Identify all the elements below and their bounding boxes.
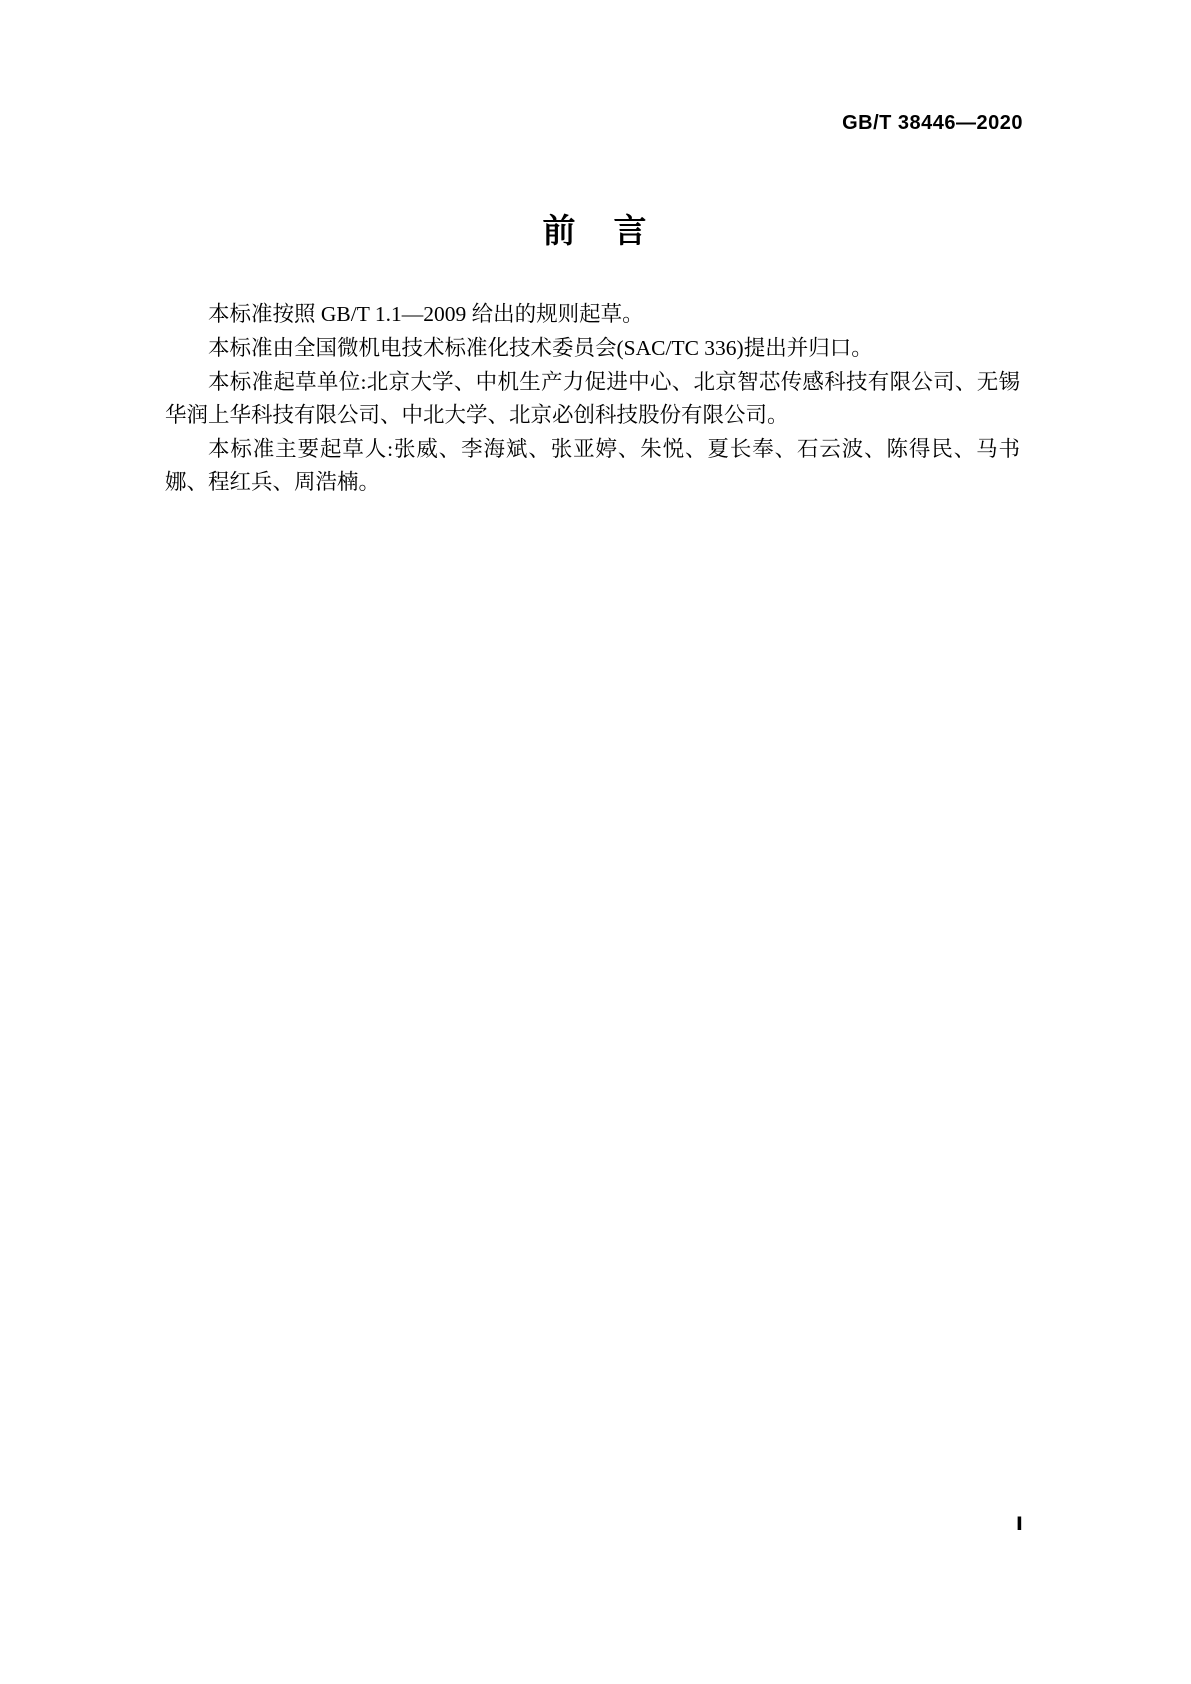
foreword-paragraph-3: 本标准起草单位:北京大学、中机生产力促进中心、北京智芯传感科技有限公司、无锡华润上华科技有限公司、中北大学、北京必创科技股份有限公司。	[165, 370, 1020, 427]
page-title-char-1: 前	[542, 211, 578, 250]
running-head-standard-number: GB/T 38446—2020	[842, 112, 1023, 134]
foreword-paragraph-4: 本标准主要起草人:张威、李海斌、张亚婷、朱悦、夏长奉、石云波、陈得民、马书娜、程红兵、周浩楠。	[165, 437, 1020, 494]
foreword-body	[165, 298, 1020, 499]
page-number: Ⅰ	[1015, 1514, 1023, 1535]
page-title-char-2: 言	[613, 211, 649, 250]
foreword-paragraph-2: 本标准由全国微机电技术标准化技术委员会(SAC/TC 336)提出并归口。	[208, 336, 873, 360]
foreword-paragraph-1: 本标准按照 GB/T 1.1—2009 给出的规则起草。	[208, 302, 644, 326]
page-title	[0, 205, 1191, 252]
